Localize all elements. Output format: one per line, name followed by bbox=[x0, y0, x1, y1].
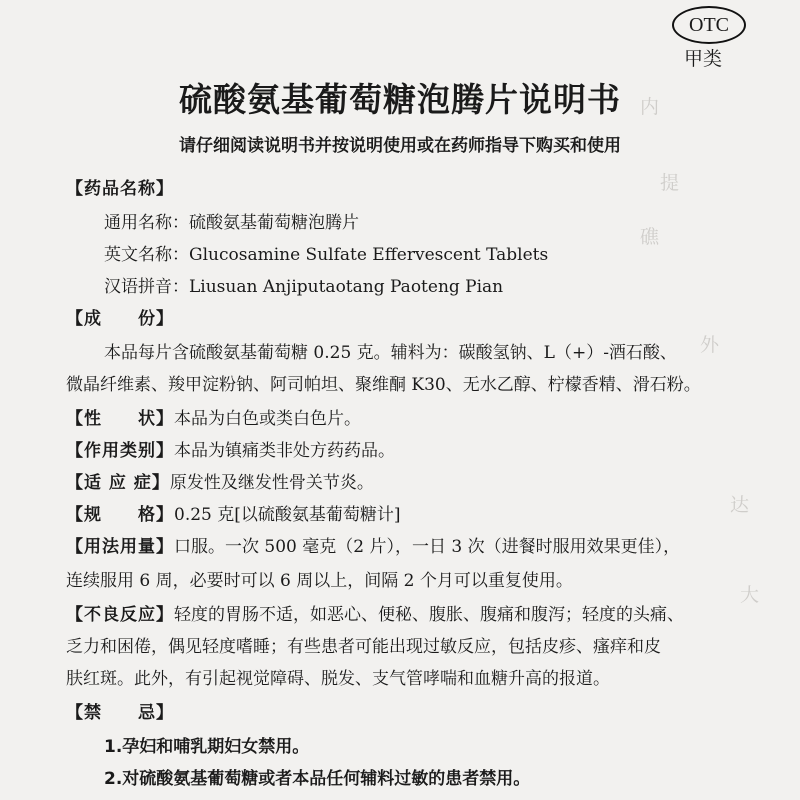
bleed-through: 达 bbox=[730, 494, 750, 516]
indications-row bbox=[66, 468, 374, 493]
bleed-through: 内 bbox=[640, 96, 660, 118]
adverse-line-2: 乏力和困倦，偶见轻度嗜睡；有些患者可能出现过敏反应，包括皮疹、瘙痒和皮 bbox=[66, 637, 661, 657]
bleed-through: 外 bbox=[700, 334, 720, 356]
section-header-ingredients: 【成 份】 bbox=[66, 309, 174, 329]
document-subtitle: 请仔细阅读说明书并按说明使用或在药师指导下购买和使用 bbox=[179, 136, 621, 156]
section-header-dosage: 【用法用量】 bbox=[66, 537, 174, 557]
spec-text: 0.25 克[以硫酸氨基葡萄糖计] bbox=[174, 505, 401, 525]
section-header-drug-name: 【药品名称】 bbox=[66, 179, 174, 199]
dosage-line-2: 连续服用 6 周，必要时可以 6 周以上，间隔 2 个月可以重复使用。 bbox=[66, 571, 573, 591]
bleed-through: 大 bbox=[740, 584, 760, 606]
dosage-row bbox=[66, 532, 680, 557]
character-text: 本品为白色或类白色片。 bbox=[174, 409, 361, 429]
generic-name: 通用名称：硫酸氨基葡萄糖泡腾片 bbox=[104, 213, 359, 233]
category-row bbox=[66, 436, 395, 461]
ingredients-line-2: 微晶纤维素、羧甲淀粉钠、阿司帕坦、聚维酮 K30、无水乙醇、柠檬香精、滑石粉。 bbox=[66, 375, 701, 395]
contraindication-item-1: 1.孕妇和哺乳期妇女禁用。 bbox=[104, 737, 310, 757]
section-header-spec: 【规 格】 bbox=[66, 505, 174, 525]
section-header-category: 【作用类别】 bbox=[66, 441, 174, 461]
adverse-line-3: 肤红斑。此外，有引起视觉障碍、脱发、支气管哮喘和血糖升高的报道。 bbox=[66, 669, 610, 689]
contraindication-item-2: 2.对硫酸氨基葡萄糖或者本品任何辅料过敏的患者禁用。 bbox=[104, 769, 531, 789]
adverse-line-1: 轻度的胃肠不适，如恶心、便秘、腹胀、腹痛和腹泻；轻度的头痛、 bbox=[174, 605, 684, 625]
section-header-indications: 【适 应 症】 bbox=[66, 473, 170, 493]
section-header-adverse: 【不良反应】 bbox=[66, 605, 174, 625]
dosage-line-1: 口服。一次 500 毫克（2 片），一日 3 次（进餐时服用效果更佳）， bbox=[174, 537, 681, 557]
bleed-through: 礁 bbox=[640, 226, 660, 248]
adverse-row bbox=[66, 600, 684, 625]
english-name: 英文名称：Glucosamine Sulfate Effervescent Tablets bbox=[104, 245, 549, 265]
pinyin-name: 汉语拼音：Liusuan Anjiputaotang Paoteng Pian bbox=[104, 277, 504, 297]
otc-badge: OTC bbox=[672, 6, 746, 44]
spec-row bbox=[66, 500, 401, 525]
indications-text: 原发性及继发性骨关节炎。 bbox=[169, 473, 374, 493]
document-title: 硫酸氨基葡萄糖泡腾片说明书 bbox=[179, 80, 621, 119]
bleed-through: 提 bbox=[660, 172, 680, 194]
section-header-character: 【性 状】 bbox=[66, 409, 174, 429]
otc-category-label: 甲类 bbox=[684, 48, 723, 70]
ingredients-line-1: 本品每片含硫酸氨基葡萄糖 0.25 克。辅料为：碳酸氢钠、L（+）-酒石酸、 bbox=[104, 343, 677, 363]
category-text: 本品为镇痛类非处方药药品。 bbox=[174, 441, 395, 461]
character-row bbox=[66, 404, 361, 429]
section-header-contraindications: 【禁 忌】 bbox=[66, 703, 174, 723]
